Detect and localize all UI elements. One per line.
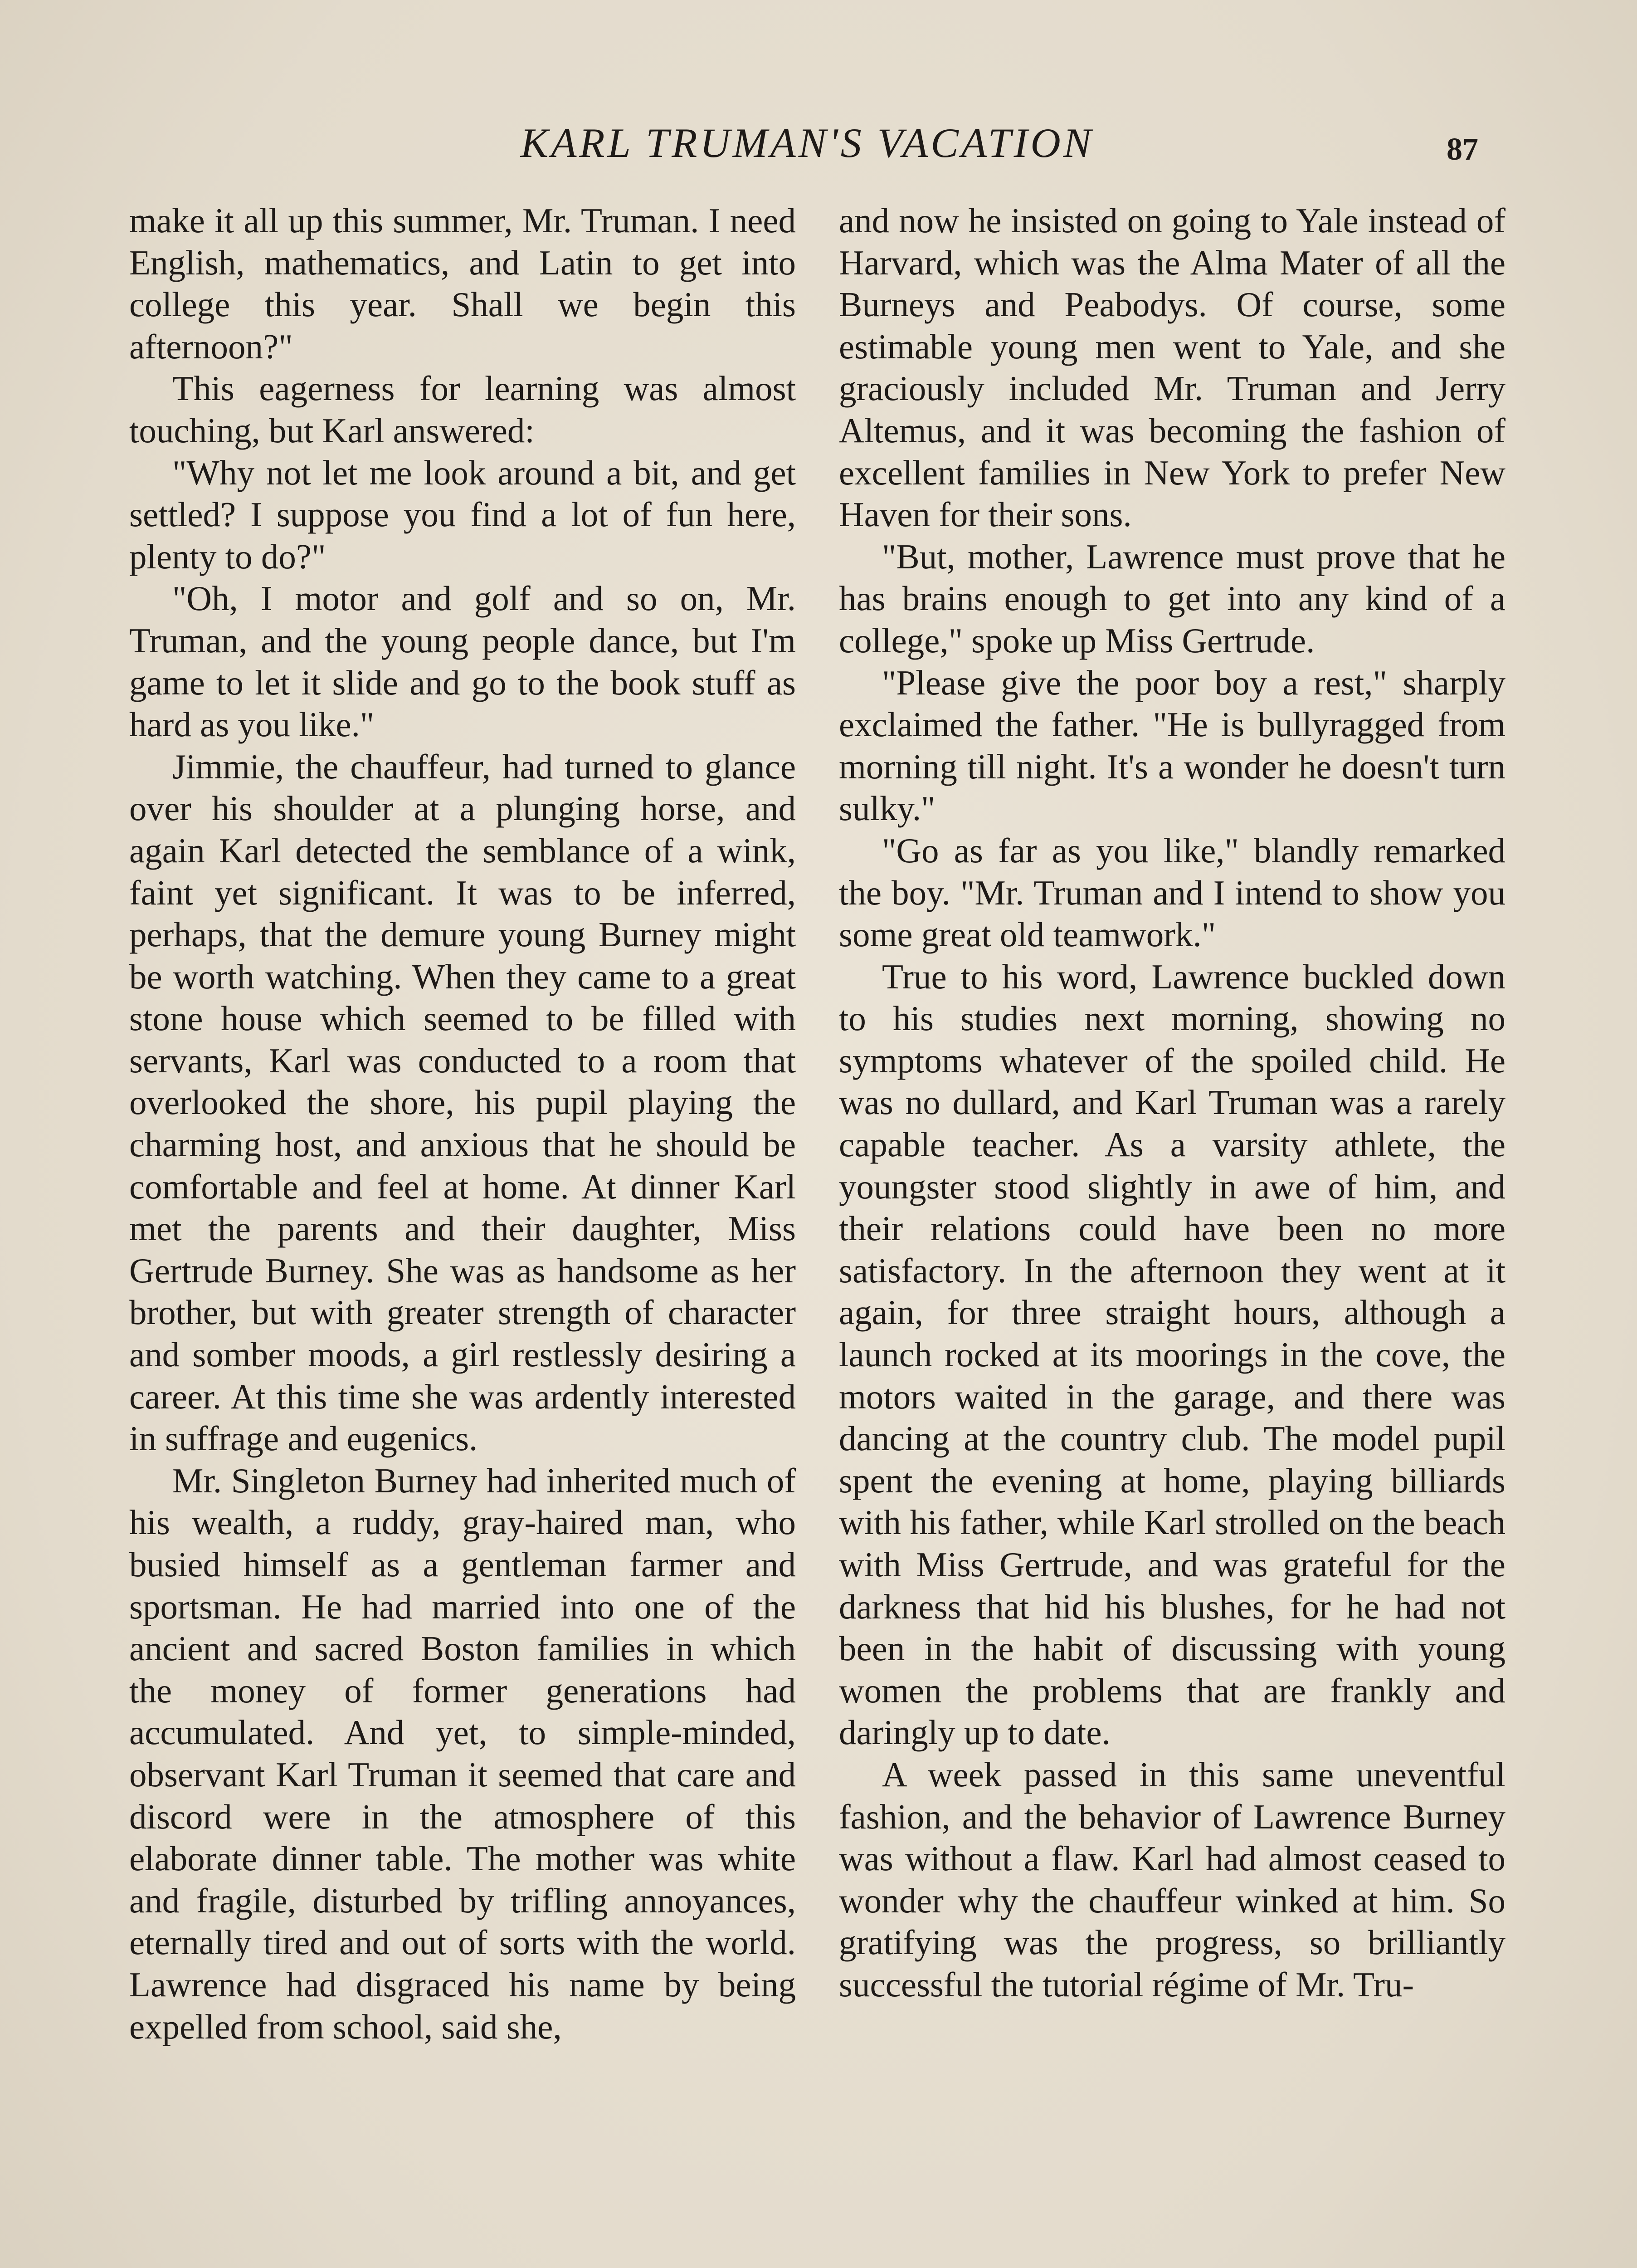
left-text-column <box>129 200 796 2048</box>
paragraph: A week passed in this same uneventful fashion, and the behavior of Lawrence Burney was without a flaw. Karl had almost ceased to wonder why the chauffeur winked at him. So gratifying was the progress, so brilliantly successful the tutorial régime of Mr. Tru- <box>839 1755 1505 2004</box>
running-header-title: KARL TRUMAN'S VACATION <box>520 120 1094 166</box>
page-number: 87 <box>1447 132 1478 167</box>
paragraph: "Go as far as you like," blandly remarked the boy. "Mr. Truman and I intend to show you some great old teamwork." <box>839 831 1505 954</box>
paragraph: True to his word, Lawrence buckled down to his studies next morning, showing no symptoms whatever of the spoiled child. He was no dullard, and Karl Truman was a rarely capable teacher. As a varsity athlete, the youngster stood slightly in awe of him, and their relations could have been no more satisfactory. In the afternoon they went at it again, for three straight hours, although a launch rocked at its moorings in the cove, the motors waited in the garage, and there was dancing at the country club. The model pupil spent the evening at home, playing billiards with his father, while Karl strolled on the beach with Miss Gertrude, and was grateful for the darkness that hid his blushes, for he had not been in the habit of discussing with young women the problems that are frankly and daringly up to date. <box>839 957 1505 1752</box>
paragraph: make it all up this summer, Mr. Truman. I need English, mathematics, and Latin to get into college this year. Shall we begin this afternoon?" <box>129 201 796 366</box>
paragraph: Jimmie, the chauffeur, had turned to glance over his shoulder at a plunging horse, and again Karl detected the semblance of a wink, faint yet significant. It was to be inferred, perhaps, that the demure young Burney might be worth watching. When they came to a great stone house which seemed to be filled with servants, Karl was conducted to a room that overlooked the shore, his pupil playing the charming host, and anxious that he should be comfortable and feel at home. At dinner Karl met the parents and their daughter, Miss Gertrude Burney. She was as handsome as her brother, but with greater strength of character and somber moods, a girl restlessly desiring a career. At this time she was ardently interested in suffrage and eugenics. <box>129 747 796 1458</box>
paragraph: "Oh, I motor and golf and so on, Mr. Truman, and the young people dance, but I'm game to let it slide and go to the book stuff as hard as you like." <box>129 579 796 744</box>
paragraph: "But, mother, Lawrence must prove that he has brains enough to get into any kind of a college," spoke up Miss Gertrude. <box>839 537 1505 660</box>
paragraph: "Please give the poor boy a rest," sharply exclaimed the father. "He is bullyragged from morning till night. It's a wonder he doesn't turn sulky." <box>839 663 1505 828</box>
paragraph: "Why not let me look around a bit, and get settled? I suppose you find a lot of fun here, plenty to do?" <box>129 453 796 576</box>
paragraph: Mr. Singleton Burney had inherited much of his wealth, a ruddy, gray-haired man, who busied himself as a gentleman farmer and sportsman. He had married into one of the ancient and sacred Boston families in which the money of former generations had accumulated. And yet, to simple-minded, observant Karl Truman it seemed that care and discord were in the atmosphere of this elaborate dinner table. The mother was white and fragile, disturbed by trifling annoyances, eternally tired and out of sorts with the world. Lawrence had disgraced his name by being expelled from school, said she, <box>129 1461 796 2046</box>
paragraph: and now he insisted on going to Yale instead of Harvard, which was the Alma Mater of all the Burneys and Peabodys. Of course, some estimable young men went to Yale, and she graciously included Mr. Truman and Jerry Altemus, and it was becoming the fashion of excellent families in New York to prefer New Haven for their sons. <box>839 201 1505 534</box>
right-text-column <box>839 200 1505 2006</box>
paragraph: This eagerness for learning was almost touching, but Karl answered: <box>129 369 796 450</box>
